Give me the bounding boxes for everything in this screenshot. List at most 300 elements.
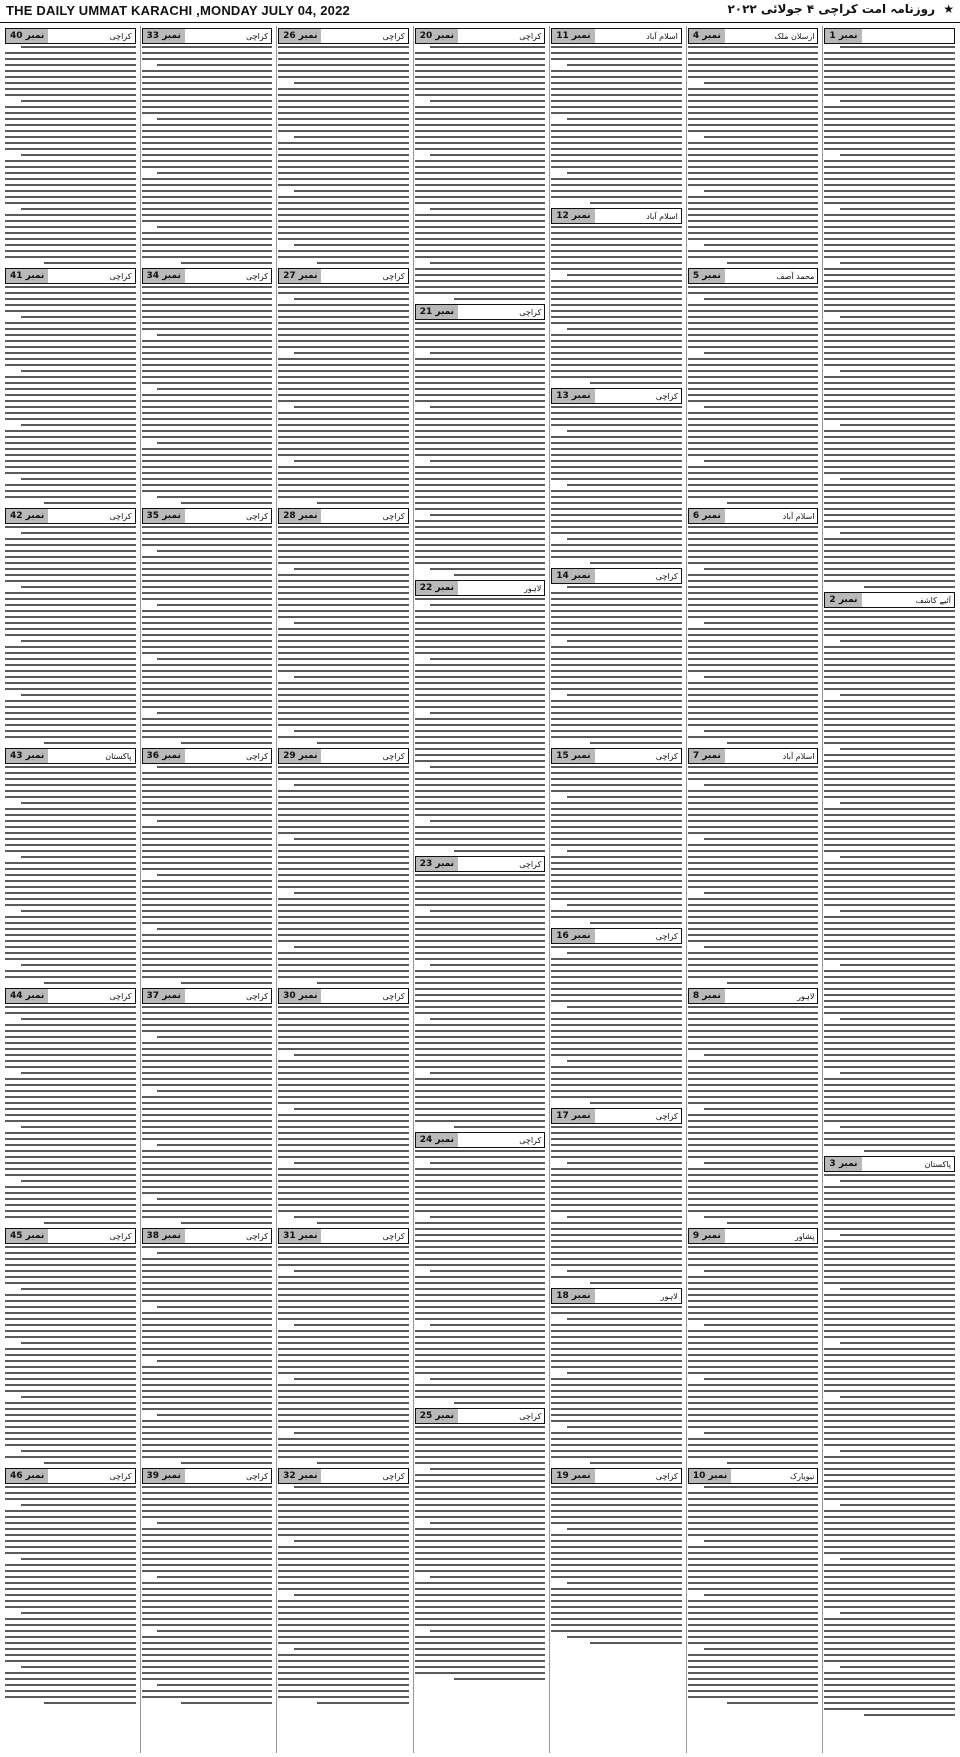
- story-label: [551, 928, 682, 944]
- text-line: [278, 448, 409, 450]
- story-label: [551, 1288, 682, 1304]
- text-line: [5, 406, 136, 408]
- text-line: [590, 562, 681, 564]
- text-line: [551, 1204, 682, 1206]
- text-line: [142, 1606, 273, 1608]
- story-label: [688, 28, 819, 44]
- story-body: [551, 406, 682, 564]
- text-line: [824, 136, 955, 138]
- text-line: [44, 742, 135, 744]
- text-line: [688, 970, 819, 972]
- news-story: [551, 1108, 682, 1284]
- text-line: [5, 1246, 136, 1248]
- text-line: [551, 988, 682, 990]
- text-line: [5, 1582, 136, 1584]
- text-line: [551, 778, 682, 780]
- text-line: [688, 484, 819, 486]
- text-line: [415, 1318, 546, 1320]
- text-line: [415, 1558, 546, 1560]
- text-line: [551, 280, 682, 282]
- text-line: [688, 1114, 819, 1116]
- text-line: [5, 976, 136, 978]
- text-line: [688, 1672, 819, 1674]
- text-line: [278, 142, 409, 144]
- news-story: [5, 508, 136, 744]
- text-line: [590, 382, 681, 384]
- text-line: [181, 1702, 272, 1704]
- text-line: [688, 670, 819, 672]
- text-line: [824, 886, 955, 888]
- text-line: [415, 544, 546, 546]
- text-line: [142, 1546, 273, 1548]
- text-line: [688, 58, 819, 60]
- text-line: [824, 652, 955, 654]
- text-line: [278, 958, 409, 960]
- text-line: [5, 886, 136, 888]
- text-line: [415, 76, 546, 78]
- text-line: [824, 742, 955, 744]
- text-line: [824, 1282, 955, 1284]
- text-line: [5, 484, 136, 486]
- text-line: [278, 790, 409, 792]
- text-line: [5, 1150, 136, 1152]
- text-line: [278, 574, 409, 576]
- text-line: [278, 1420, 409, 1422]
- text-line: [824, 952, 955, 954]
- text-line: [415, 802, 546, 804]
- text-line: [415, 1156, 546, 1158]
- text-line: [278, 1402, 409, 1404]
- text-line: [142, 490, 273, 492]
- text-line: [430, 1162, 545, 1164]
- text-line: [415, 754, 546, 756]
- text-line: [567, 640, 682, 642]
- text-line: [415, 1228, 546, 1230]
- text-line: [415, 250, 546, 252]
- text-line: [688, 1546, 819, 1548]
- text-line: [727, 1222, 818, 1224]
- news-story: [142, 268, 273, 504]
- text-line: [278, 1114, 409, 1116]
- text-line: [142, 670, 273, 672]
- text-line: [551, 598, 682, 600]
- text-line: [704, 1432, 819, 1434]
- text-line: [824, 1564, 955, 1566]
- story-number: نمبر 32: [279, 1469, 321, 1483]
- text-line: [278, 184, 409, 186]
- text-line: [415, 994, 546, 996]
- text-line: [278, 682, 409, 684]
- text-line: [44, 1462, 135, 1464]
- text-line: [688, 1276, 819, 1278]
- text-line: [824, 1570, 955, 1572]
- text-line: [824, 820, 955, 822]
- text-line: [44, 1702, 135, 1704]
- text-line: [688, 376, 819, 378]
- text-line: [551, 724, 682, 726]
- news-story: [415, 304, 546, 576]
- text-line: [415, 166, 546, 168]
- text-line: [294, 1054, 409, 1056]
- text-line: [551, 1486, 682, 1488]
- text-line: [551, 178, 682, 180]
- text-line: [415, 256, 546, 258]
- text-line: [824, 682, 955, 684]
- masthead-urdu-text: روزنامہ امت کراچی ۴ جولائی ۲۰۲۲: [727, 2, 936, 16]
- text-line: [824, 1390, 955, 1392]
- text-line: [278, 400, 409, 402]
- text-line: [142, 1570, 273, 1572]
- text-line: [688, 118, 819, 120]
- text-line: [278, 550, 409, 552]
- text-line: [142, 478, 273, 480]
- text-line: [688, 928, 819, 930]
- text-line: [704, 1216, 819, 1218]
- text-line: [294, 1486, 409, 1488]
- text-line: [5, 412, 136, 414]
- text-line: [840, 910, 955, 912]
- text-line: [278, 580, 409, 582]
- text-line: [551, 982, 682, 984]
- text-line: [142, 1426, 273, 1428]
- text-line: [840, 262, 955, 264]
- text-line: [142, 1024, 273, 1026]
- text-line: [688, 394, 819, 396]
- text-line: [5, 1408, 136, 1410]
- text-line: [688, 1678, 819, 1680]
- text-line: [688, 1210, 819, 1212]
- text-line: [278, 1024, 409, 1026]
- text-line: [688, 772, 819, 774]
- text-line: [142, 406, 273, 408]
- text-line: [824, 106, 955, 108]
- text-line: [142, 448, 273, 450]
- text-line: [5, 868, 136, 870]
- text-line: [551, 232, 682, 234]
- text-line: [278, 808, 409, 810]
- text-line: [824, 1216, 955, 1218]
- text-line: [688, 802, 819, 804]
- text-line: [688, 70, 819, 72]
- text-line: [278, 712, 409, 714]
- text-line: [317, 982, 408, 984]
- text-line: [142, 1330, 273, 1332]
- text-line: [278, 418, 409, 420]
- text-line: [5, 556, 136, 558]
- text-line: [21, 208, 136, 210]
- text-line: [294, 1648, 409, 1650]
- story-label: [688, 1228, 819, 1244]
- text-line: [688, 598, 819, 600]
- text-line: [824, 988, 955, 990]
- text-line: [5, 862, 136, 864]
- text-line: [824, 466, 955, 468]
- text-line: [415, 1624, 546, 1626]
- text-line: [5, 664, 136, 666]
- text-line: [551, 340, 682, 342]
- text-line: [551, 94, 682, 96]
- text-line: [551, 1630, 682, 1632]
- text-line: [454, 1678, 545, 1680]
- text-line: [5, 1114, 136, 1116]
- text-line: [142, 586, 273, 588]
- text-line: [824, 538, 955, 540]
- text-line: [688, 664, 819, 666]
- text-line: [824, 1654, 955, 1656]
- text-line: [567, 952, 682, 954]
- text-line: [688, 592, 819, 594]
- text-line: [142, 772, 273, 774]
- text-line: [142, 634, 273, 636]
- text-line: [551, 160, 682, 162]
- text-line: [415, 1054, 546, 1056]
- text-line: [278, 1150, 409, 1152]
- text-line: [5, 1084, 136, 1086]
- text-line: [688, 1516, 819, 1518]
- text-line: [688, 1294, 819, 1296]
- text-line: [551, 616, 682, 618]
- text-line: [142, 1492, 273, 1494]
- text-line: [142, 1534, 273, 1536]
- text-line: [142, 952, 273, 954]
- text-line: [551, 706, 682, 708]
- text-line: [278, 1408, 409, 1410]
- text-line: [551, 1444, 682, 1446]
- text-line: [415, 1240, 546, 1242]
- text-line: [551, 718, 682, 720]
- text-line: [824, 394, 955, 396]
- text-line: [824, 976, 955, 978]
- text-line: [5, 1066, 136, 1068]
- text-line: [142, 958, 273, 960]
- text-line: [142, 184, 273, 186]
- text-line: [142, 106, 273, 108]
- story-dateline: کراچی: [246, 1471, 269, 1481]
- text-line: [551, 1504, 682, 1506]
- text-line: [840, 748, 955, 750]
- text-line: [415, 502, 546, 504]
- text-line: [5, 1624, 136, 1626]
- text-line: [5, 652, 136, 654]
- text-line: [142, 1042, 273, 1044]
- masthead: [0, 0, 960, 23]
- story-body: [5, 1246, 136, 1464]
- text-line: [727, 1702, 818, 1704]
- text-line: [415, 1432, 546, 1434]
- story-number: نمبر 18: [552, 1289, 594, 1303]
- text-line: [278, 490, 409, 492]
- text-line: [551, 1330, 682, 1332]
- text-line: [142, 1498, 273, 1500]
- text-line: [142, 946, 273, 948]
- news-column: [276, 26, 410, 1753]
- text-line: [5, 814, 136, 816]
- text-line: [824, 706, 955, 708]
- text-line: [824, 1384, 955, 1386]
- text-line: [278, 736, 409, 738]
- text-line: [824, 922, 955, 924]
- text-line: [5, 1528, 136, 1530]
- text-line: [840, 1018, 955, 1020]
- text-line: [688, 790, 819, 792]
- story-number: نمبر 2: [825, 593, 861, 607]
- text-line: [294, 1594, 409, 1596]
- text-line: [278, 334, 409, 336]
- text-line: [142, 82, 273, 84]
- text-line: [278, 1180, 409, 1182]
- text-line: [415, 1234, 546, 1236]
- news-story: [415, 580, 546, 852]
- text-line: [824, 1480, 955, 1482]
- text-line: [5, 1366, 136, 1368]
- text-line: [5, 250, 136, 252]
- text-line: [704, 1378, 819, 1380]
- story-number: نمبر 45: [6, 1229, 48, 1243]
- text-line: [142, 1366, 273, 1368]
- text-line: [688, 1168, 819, 1170]
- text-line: [824, 454, 955, 456]
- text-line: [551, 250, 682, 252]
- text-line: [294, 784, 409, 786]
- story-dateline: کراچی: [246, 511, 269, 521]
- text-line: [824, 1552, 955, 1554]
- text-line: [688, 1174, 819, 1176]
- text-line: [824, 1144, 955, 1146]
- text-line: [278, 1624, 409, 1626]
- text-line: [824, 160, 955, 162]
- text-line: [415, 202, 546, 204]
- text-line: [415, 286, 546, 288]
- text-line: [688, 952, 819, 954]
- text-line: [688, 850, 819, 852]
- text-line: [142, 898, 273, 900]
- text-line: [551, 1360, 682, 1362]
- story-label: [415, 304, 546, 320]
- text-line: [415, 1372, 546, 1374]
- text-line: [688, 304, 819, 306]
- text-line: [5, 1108, 136, 1110]
- text-line: [142, 802, 273, 804]
- text-line: [181, 262, 272, 264]
- text-line: [551, 1552, 682, 1554]
- text-line: [824, 250, 955, 252]
- text-line: [5, 712, 136, 714]
- text-line: [142, 244, 273, 246]
- text-line: [688, 628, 819, 630]
- text-line: [824, 358, 955, 360]
- text-line: [278, 250, 409, 252]
- text-line: [551, 670, 682, 672]
- text-line: [5, 958, 136, 960]
- text-line: [688, 130, 819, 132]
- text-line: [5, 1594, 136, 1596]
- text-line: [415, 550, 546, 552]
- text-line: [824, 1630, 955, 1632]
- text-line: [278, 1618, 409, 1620]
- text-line: [5, 292, 136, 294]
- text-line: [294, 622, 409, 624]
- text-line: [688, 934, 819, 936]
- text-line: [142, 1180, 273, 1182]
- text-line: [551, 466, 682, 468]
- story-label: [5, 988, 136, 1004]
- text-line: [278, 148, 409, 150]
- story-body: [551, 586, 682, 744]
- text-line: [415, 1024, 546, 1026]
- text-line: [824, 730, 955, 732]
- text-line: [415, 448, 546, 450]
- text-line: [824, 1486, 955, 1488]
- text-line: [278, 544, 409, 546]
- text-line: [5, 184, 136, 186]
- text-line: [551, 688, 682, 690]
- story-number: نمبر 7: [689, 749, 725, 763]
- text-line: [824, 562, 955, 564]
- text-line: [278, 1204, 409, 1206]
- text-line: [278, 1444, 409, 1446]
- text-line: [5, 1420, 136, 1422]
- text-line: [142, 1150, 273, 1152]
- text-line: [415, 928, 546, 930]
- text-line: [840, 424, 955, 426]
- text-line: [142, 904, 273, 906]
- text-line: [142, 718, 273, 720]
- text-line: [688, 1414, 819, 1416]
- text-line: [415, 1552, 546, 1554]
- text-line: [278, 1006, 409, 1008]
- text-line: [5, 1378, 136, 1380]
- text-line: [415, 892, 546, 894]
- text-line: [688, 184, 819, 186]
- text-line: [142, 1318, 273, 1320]
- text-line: [415, 1450, 546, 1452]
- text-line: [415, 1480, 546, 1482]
- text-line: [551, 112, 682, 114]
- story-number: نمبر 28: [279, 509, 321, 523]
- text-line: [278, 1288, 409, 1290]
- text-line: [688, 574, 819, 576]
- text-line: [688, 1696, 819, 1698]
- text-line: [5, 838, 136, 840]
- text-line: [142, 1288, 273, 1290]
- text-line: [688, 1018, 819, 1020]
- text-line: [688, 646, 819, 648]
- story-dateline: کراچی: [382, 751, 405, 761]
- text-line: [415, 538, 546, 540]
- text-line: [142, 886, 273, 888]
- text-line: [688, 958, 819, 960]
- text-line: [415, 1078, 546, 1080]
- news-story: [415, 28, 546, 300]
- text-line: [5, 574, 136, 576]
- text-line: [567, 172, 682, 174]
- text-line: [824, 1606, 955, 1608]
- text-line: [5, 190, 136, 192]
- text-line: [551, 1186, 682, 1188]
- text-line: [5, 706, 136, 708]
- story-number: نمبر 17: [552, 1109, 594, 1123]
- text-line: [5, 1432, 136, 1434]
- text-line: [688, 1126, 819, 1128]
- text-line: [840, 316, 955, 318]
- text-line: [688, 1420, 819, 1422]
- news-column: [140, 26, 274, 1753]
- text-line: [430, 1468, 545, 1470]
- text-line: [704, 1486, 819, 1488]
- text-line: [5, 460, 136, 462]
- text-line: [157, 658, 272, 660]
- text-line: [5, 1390, 136, 1392]
